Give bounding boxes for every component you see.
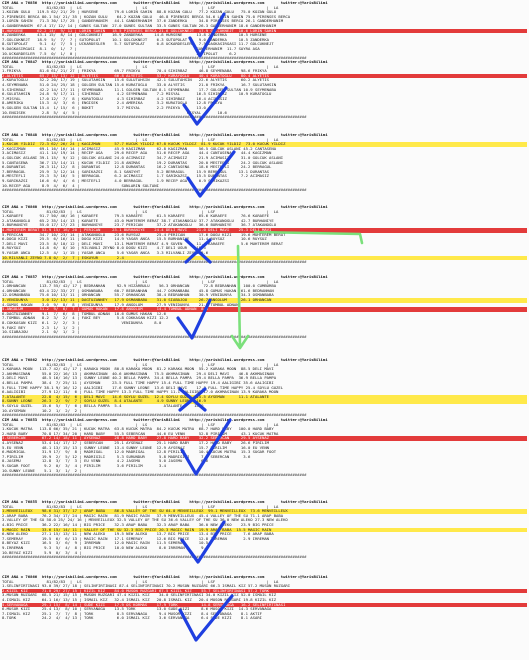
result-row: 4.ISMAIL KIZ 64.1 16/ 13/ 15 | ISMAIL KIZ 32.4 ISMAIL KIZ 20.8 ISMAIL KIZ 20.4 MUSON RUZGARI 19.8 KIZIL KIZ	[2, 597, 277, 602]
result-row: 9.IRREMAN 9.3 5/ 4/ 8 | BIG PRICE 10.0 NEW ALEKO 8.6 IRREMAN 9.6	[2, 545, 209, 550]
result-row-highlighted: 5.HURSENE 62.2 14/ 9/ 11 | LORIN SAHIN 18.5 PIRENSES BERCA 21.6 GOLCUKNEJT 17.9 GOLCUKNEJT 10.6 LORIN SAHIN	[2, 29, 527, 34]
result-row: 12.OSMANBABA 75.6 10/ 13/ 11 | ORHANCAN 55.7 ORHANCAN 38.4 BEDRANHAN 30.9 VENIDUNYA 34.3 OSMANBABA	[2, 293, 274, 298]
result-row: 9.GOLGEN SULTAN 15.4 1/ 15/ 6 | BOKET 3.7 MISYAL 2.2 FRIKYA 13.0	[2, 105, 206, 110]
result-row: 1.SELINFIRTINASI 93.0 39/ 27/ 18 | SELINFIRTINASI 87.4 SELINFIRTINASI 70.2 MUSON RUZGARI 66.3 ISMAIL KIZ 57.2 MUSON RUZGARI	[2, 584, 291, 589]
result-row: 10.SIABAJOU 2.1 0/ 1/ 2 |	[2, 330, 80, 335]
result-row: 6.DOGU KIZI 25.5 6/ 16/ 11 | DOGU KIZI 14.9 YASAR ANCA 15.5 BURHANIYE 11.4 RUYSUZ 10.6 RUYSUZ	[2, 237, 267, 242]
result-row: 3.VALLEY OF THE SU 58.0 25/ 24/ 16 | MENVEILLEUX 32.5 VALLEY OF THE SU 36.6 VALLEY OF THE SU 36.0 NEW ALEKO 27.3 NEW ALEKO	[2, 518, 288, 523]
result-row-highlighted: 8.SUNNY LEONE 26.3 2/ 9/ 7 | SOYLU GUZEL 8.4 ATALANTE 4.9 SUNNY LEONE 16.9	[2, 399, 527, 404]
result-row: 4.GANDERHANIM 67.4 17/ 12/ 14 | GUNES SULTAN 27.0 GUNES SULTAN 33.5 GUNES SULTAN 26.3 GANDERHANIM 18.6 GANDERHANIM	[2, 23, 277, 28]
result-row: 6.MUSOR KIZI 25.4 13/ 8/ 10 | SERVANAGA 13.5 TORK 13.0 SUDE KIZI 8.6 MUSOR KIZI 14.3 SERVANAGA	[2, 607, 272, 612]
result-row: 7.ISMAIL KIZ 25.1 7/ 7/ 8 | TORK 8.5 SERVANAGA 9.4 MUSOR KIZI 8.4 SERVANAGA 8.1 AKTIF	[2, 611, 263, 616]
result-row: 2.HARD BABY 70.8 17/ 34/ 20 | HARD BABY 55.5 SEBERCAN 44.6 EU VENN 52.8 PIRILIM 43.1 KUCUK MATRA	[2, 431, 279, 436]
separator-line: ##################################################################################################################################	[2, 334, 307, 339]
separator-line: ##################################################################################################################################	[2, 56, 307, 61]
result-row-highlighted: 5.MAGIC RAIN 33.6 15/ 14/ 11 | VALLEY OF THE SU 32.3 BIG PRICE 20.3 MAGIC RAIN 19.9 ARAP BABA 15.5 MAGIC RAIN	[2, 528, 527, 533]
result-row: 9.SOYLU GUZEL 15.6 5/ 7/ 6 | BELLA PAMPA 5.4 ATALANTE 14.0	[2, 403, 204, 408]
block-header: CIM ANA = 76856 http://yarisbilimi.wordpress.com twitter:@YarisBilimi http://yarisbilimi.wordpress.com twitter:@YarisBilimi	[2, 1, 328, 5]
result-row: 6.DURANTAS 26.3 11/ 12/ 8 | DURANTAS 12.8 DURANTAS 16.2 CANTASENA 18.6 MESTEFLI 24.2 BERRAGUL	[2, 165, 272, 170]
result-row: 3.KURATOGLU 52.2 20/ 17/ 19 | SULUTAHSIN 15.6 SULUTAHSIN 42.1 SULUTAHSIN 22.6 ALYETIS 60.2 ALYETIS	[2, 78, 270, 83]
result-row: 2.AKHMASINAN 55.0 22/ 16/ 13 | AKHMASINAN 40.6 AKHMASINAN 75.5 AKHMASINAN 29.4 DELI MAVI 46.8 AKHMASINAN	[2, 371, 274, 376]
column-headings: TOTAL 81/82/83 | LS | LS | LSF | LA	[2, 5, 279, 10]
result-row: 8.BEYAZ KIZI 16.5 3/ 6/ 9 | IRREMAN 12.0 MAGIC RAIN 11.5 SEMERAY 10.5	[2, 541, 209, 546]
column-headings: TOTAL 81/82/83 | LS | LS | LSF | LA	[2, 137, 279, 142]
result-row: 1.KUCUK MATRA 113.8 66/ 35/ 21 | KUCUK MATRA 63.8 KUCUK MATRA 84.2 KUCUK MATRA 68.7 HARD BABY 100.0 HARD BABY	[2, 427, 274, 432]
result-row: 10.BEYAZ KIZI 5.9 0/ 3/ 4 |	[2, 550, 82, 555]
result-row: 1.KARAEFE 91.7 50/ 46/ 16 | KARAEFE 79.5 KARAEFE 61.5 KARAEFE 65.6 KARAEFE 76.6 KARAEFE	[2, 214, 270, 219]
result-row: 8.TORK 24.2 4/ 4/ 13 | TORK 6.0 ISMAIL KIZ 3.6 SERVANAGA 6.4 SUDE KIZI 8.1 ASARI	[2, 616, 263, 621]
column-headings: TOTAL 81/82/83 | LS | LS | LSF | LA	[2, 579, 279, 584]
result-row: 7.GOLCUKNEJT 18.9 5/ 7/ 7 | SUTOPOLAT 10.1 GOLCUKNEJT 6.3 SUTOPOLAT 9.0 ZANDERKA 10.5 ZANDERKA	[2, 37, 270, 42]
result-row: 9.YASAR ANCA 12.5 4/ 1/ 15 | YASAR ANCA 5.6 YASAR ANCA 3.3 RILVANLI ZEYNO 5.6	[2, 250, 209, 255]
result-row: 7.BERRAGUL 25.9 3/ 12/ 14 | SARIKAZSI 8.1 SANIYHT 5.2 BERRAGUL 15.9 BERRAGUL 13.1 DURANTAS	[2, 169, 270, 174]
block-header: CIM ANA = 76866 http://yarisbilimi.wordpress.com twitter:@YarisBilimi http://yarisbilimi.wordpress.com twitter:@YarisBilimi	[2, 575, 328, 579]
race-block	[2, 275, 527, 339]
result-row-highlighted: 2.KIZIL KIZ 71.0 29/ 27/ 15 | KIZIL KIZ 84.0 MUSON RUZGARI 67.5 KIZIL KIZ 55.7 SELINFIRTINASI 57.2 TORK	[2, 589, 527, 594]
result-row: 1.FRIKYA 81.6 61/ 21/ 27 | FRIKYA 69.7 FRIKYA 70.4 SIHIRBAZ 46.8 SEYMENABA 98.6 FRIKYA	[2, 69, 267, 74]
result-row: 8.JASEMU 12.8 3/ 7/ 3 | EU VENN 4.2 JASEMU 5.0 JASEMU 6.6	[2, 459, 209, 464]
result-row: 7.MISYAL 17.0 12/ 7/ 8 | KURATOGLU 4.3 SIHIRBAZ 4.2 SIHIRBAZ 16.4 ACIMASIZ	[2, 96, 227, 101]
result-row: 6.SULUTAHSIN 24.8 9/ 17/ 11 | SIHIRBAZ 4.2 SEYMENABA 7.2 MISYAL 16.5 SIHIRBAZ 10.9 KURATOGLU	[2, 92, 272, 97]
block-header: CIM ANA = 76857 http://yarisbilimi.wordpress.com twitter:@YarisBilimi http://yarisbilimi.wordpress.com twitter:@YarisBilimi	[2, 275, 328, 279]
result-row: 6.AALIGIBI 27.9 12/ 11/ 6 | FULL TIME HAPPY 13.3 FULL TIME HAPPY 11.1 AALIGIBI 17.0 AKHMASINAN 13.9 KARAKA MOON	[2, 390, 279, 395]
separator-line: ##################################################################################################################################	[2, 115, 307, 120]
race-block	[2, 60, 527, 120]
race-block	[2, 133, 527, 193]
result-row: 10.UCKARDESLER 7.5 0/ 1/ 0 | ZATIPOLAT 6.2	[2, 51, 237, 56]
result-row: 10.AYSEMAN 10.2 1/ 2/ 2 |	[2, 408, 82, 413]
separator-line: ##################################################################################################################################	[2, 555, 307, 560]
result-row: 5.PERICAN 34.7 10/ 23/ 14 | ATAKANOGLU 23.6 RUYSUZ 25.4 PERICAN 17.6 DOGU KIZI 19.6 MUHTEREM BERAT	[2, 232, 286, 237]
column-headings: TOTAL 81/82/83 | LS | LS | LSF | LA	[2, 504, 279, 509]
result-row: 10.SUNNY LEONE 5.1 3/ 1/ 2 |	[2, 468, 82, 473]
result-row-highlighted: 10.RILVANLI ZEYNO 7.8 0/ 2/ 7 | ESKUYUR 2.4	[2, 256, 527, 261]
block-header: CIM ANA = 76848 http://yarisbilimi.wordpress.com twitter:@YarisBilimi http://yarisbilimi.wordpress.com twitter:@YarisBilimi	[2, 133, 328, 137]
result-row: 4.AYSENAZ 53.4 14/ 17/ 17 | SEBERCAN 25.1 AYSENAZ 25.1 HARD BABY 17.2 HARD BABY 26.6 PIRILIM	[2, 440, 270, 445]
separator-line: ##################################################################################################################################	[2, 473, 307, 478]
result-row: 10.RECEP AGA 8.9 4/ 6/ 4 | SUNLARIN SULTANI	[2, 183, 159, 188]
result-row: 9.SUGAR FOOT 9.2 0/ 3/ 4 | PIRILIM 3.6 PIRILIM 3.4	[2, 463, 166, 468]
race-block	[2, 1, 527, 61]
result-row: 8.COKKASAN KIZI 6.1 2/ 2/ 3 | VENIDUNYA 8.0	[2, 320, 162, 325]
separator-line: ##################################################################################################################################	[2, 260, 307, 265]
result-row: 2.KAGIZMAN 69.1 16/ 16/ 14 | ACIMASIZ 45.9 KAGIZMAN 62.8 KAGIZMAN 56.5 GOLCUK ASLANI 45.2 CANTASENA	[2, 146, 277, 151]
result-row: 6.ZANDERKA 43.1 15/ 8/ 14 | GOLCUKNEJT 16.9 ZANDERKA 14.8 HURSENE 13.8 ZANDERKA 10.5 HURSENE	[2, 33, 267, 38]
column-headings: TOTAL 81/82/83 | LS | LS | LSF | LA	[2, 64, 279, 69]
result-row: 8.SUTOPOLAT 9.1 4/ 7/ 5 | UCKARDESLER 5.7 SUTOPOLAT 0.8 UCKARDESLER 7.5 DAGKASIRGASI 11.7 GOLCUKNEJT	[2, 42, 274, 47]
result-row: 4.GUMUS HAKAN 3.0 9/ 8/ 8 | VENIDUNYA 17.9 ANGOLUM 27.9 VENIDUNYA 21.5 TOMBUL ADNAN	[2, 302, 239, 307]
result-row: 7.SEMERAY 19.5 6/ 6/ 13 | MAGIC RAIN 17.1 SEMERAY 12.6 BIG PRICE 12.8 IRREMAN 2.9 IRREMAN	[2, 536, 270, 541]
result-row: 7.DELI MAVI 23.5 8/ 10/ 12 | DELI MAVI 13.1 MUHTEREM BERAT 4.9 SUVEN 11.4 KARAEFE 5.6 MUHTEREM BERAT	[2, 241, 284, 246]
result-row: 6.DAGTUZANNEY 9.1 7/ 6/ 8 | TOMBUL ADNAN 10.6 GUMUS HAKAN 12.6	[2, 311, 166, 316]
result-row: 8.AMERIKA 15.3 4/ 3/ 6 | ENGISEK 2.4 AMERIKA 3.2 KURATOGLU 12.8 FRIKYA	[2, 101, 223, 106]
result-row-highlighted: 5.SERVANAGA 29.1 15/ 8/ 14 | SUDE KIZI 17.9 OS KORMAS 17.9 TORK 14.8 SERVANAGA 16.2 SELINFIRTINASI	[2, 603, 527, 608]
column-headings: TOTAL 81/82/83 | LS | LS | LSF | LA	[2, 279, 279, 284]
result-row: 6.NEW ALEKO 27.1 15/ 13/ 11 | NEW ALEKO 19.5 NEW ALEKO 13.7 BIG PRICE 13.4 BIG PRICE 7.6 ARAP BABA	[2, 532, 274, 537]
result-row-highlighted: 3.SEBERCAN 67.2 14/ 18/ 11 | AYSENAZ 28.8 HARD BABY 27.8 HARD BABY 32.2 SEBERCAN 29.5 AYSENAZ	[2, 436, 527, 441]
result-row: 10.ENGISEK 2.8 5/ 4/ 5 | MISYAL 10.6	[2, 110, 227, 115]
block-header: CIM ANA = 76847 http://yarisbilimi.wordpress.com twitter:@YarisBilimi http://yarisbilimi.wordpress.com twitter:@YarisBilimi	[2, 60, 328, 64]
result-row: 1.KOZAN GULU 119.5 62/ 21/ 29 | HURSENE 79.6 LORIN SAHIN 88.8 KOZAN GULU 77.2 KOZAN GULU 75.0 KOZAN GULU	[2, 10, 277, 15]
race-block	[2, 205, 527, 265]
result-row: 4.SEYMENABA 51.0 24/ 25/ 18 | GOLGEN SULTAN 15.6 KURATOGLU 33.0 ALYETIS 21.0 FRIKYA 16.7 SULUTAHSIN	[2, 82, 277, 87]
result-row-highlighted: 2.ALYETIS 65.7 15/ 13/ 12 | ALYETIS 66.8 ALYETIS 53.7 KURAYOGLU 40.4 KURATOGLU 80.4 ALYETIS	[2, 74, 527, 79]
result-row: 3.BURHANIYE 55.0 17/ 17/ 23 | BURHANIYE 23.7 PERICAN 37.2 ATAKANOGLU 36.6 BURHANIYE 36.7 ATAKANOGLU	[2, 223, 277, 228]
result-row: 6.MADRIGAL 31.9 17/ 9/ 8 | MADRIGAL 12.0 MADRIGAL 12.8 PIRILIM 10.4 KUCUK MATRA 15.3 SUGAR FOOT	[2, 450, 277, 455]
result-row-highlighted: 1.MENVEILLEUX 98.6 31/ 37/ 17 | ARAP BABA 86.8 VALLEY OF THE SU 64.0 MENVEILLEUX 99.1 MENVEILLEUX 73.6 MENVEILLEUX	[2, 509, 527, 514]
race-block	[2, 500, 527, 560]
block-header: CIM ANA = 76855 http://yarisbilimi.wordpress.com twitter:@YarisBilimi http://yarisbilimi.wordpress.com twitter:@YarisBilimi	[2, 500, 328, 504]
result-row: 5.EU VENN 48.1 13/ 15/ 13 | SUNNY LEONE 13.4 SUNNY LEONE 12.9 AYSENAZ 15.7 PIRILIM 16.0 EU VENN	[2, 445, 270, 450]
column-headings: TOTAL 81/82/83 | LS | LS | LSF | LA	[2, 422, 279, 427]
result-row: 3.DELI MAVI 48.5 16/ 16/ 13 | SUNNY LEONE 40.2 BELLA PAMPA 34.4 BELLA PAMPA 29.4 BELLA PAMPA 36.9 BELLA PAMPA	[2, 376, 277, 381]
result-row: 9.SARIKAZSI 16.6 6/ 4/ 6 | MESTEFLI 4.0 BERRAGUL 1.9 RECEP AGA 0.9 SARIKAZSI	[2, 178, 230, 183]
result-row: 4.GOLCUK ASLANI 39.1 15/ 9/ 12 | GOLCUK ASLANI 24.0 ACIMASIZ 34.7 ACIMASIZ 21.9 ACIMASIZ 31.0 GOLCUK ASLANI	[2, 155, 284, 160]
result-row: 5.SIHIRBAZ 42.2 14/ 17/ 11 | SEYMENABA 11.1 GOLGEN SULTAN 8.1 SEYMENABA 17.7 GOLGEN SULTAN 10.9 SEYMENABA	[2, 87, 277, 92]
result-row: 8.MESTEFLI 25.3 5/ 16/ 5 | BERRAGUL 6.2 ACIMASIZ 1.7 SARIKAZSI 15.5 DURANTAS 7.2 ACIMASIZ	[2, 174, 270, 179]
separator-line: ##################################################################################################################################	[2, 413, 307, 418]
result-row: 3.MUSON RUZGARI 68.5 21/ 15/ 15 | MUSON RUZGARI 47.4 KIZIL KIZ 34.0 SELINFIRTINASI 34.0 KIZIL KIZ 52.0 ISMAIL KIZ	[2, 593, 277, 598]
result-row: 1.ORHANCAN 113.7 55/ 42/ 17 | BEDRANHAN 92.9 HIZARBULU 56.3 ORHANCAN 72.8 BEDRANHAN 100.0 CUMBURBA	[2, 284, 277, 289]
result-row: 4.BIG PRICE 36.2 22/ 16/ 14 | BIG PRICE 32.3 ARAP BABA 32.3 ARAP BABA 36.0 NEW ALEKO 23.9 BIG PRICE	[2, 522, 274, 527]
result-row: 4.BELLA PAMPA 38.4 7/ 25/ 11 | AYSEMAN 23.5 FULL TIME HAPPY 15.4 FULL TIME HAPPY 19.4 AALIGIBI 35.6 AALIGIBI	[2, 380, 274, 385]
result-row: 1.KARAKA MOON 113.7 42/ 42/ 17 | KARAKA MOON 80.8 KARAKA MOON 81.2 KARAKA MOON 55.2 KARAKA MOON 88.5 DELI MAVI	[2, 367, 274, 372]
result-row-highlighted: 4.MUHTEREM BERAT 53.9 15/ 16/ 20 | PERICAN 23.1 BURHANIYE 24.4 DELI MAVI 21.0 DELI MAVI 25.3 DELI MAVI	[2, 228, 527, 233]
result-row: 4.ORHANCAN 63.4 22/ 33/ 27 | OSMANBABA 60.7 BEDRANHAN 44.7 OSMANBABA 45.8 GUMUS HAKAN 61.6 BEDRANHAN	[2, 288, 274, 293]
race-block	[2, 418, 527, 478]
result-row: 8.RUYSUZ 14.8 6/ 8/ 10 | RILVANLI ZEYNO 8.0 DOGU KIZI 4.7 DELI UGUR 15.5	[2, 246, 206, 251]
result-row-highlighted: 7.ATALANTE 22.8 4/ 15/ 6 | DELI MAVI 14.6 SOYLU GUZEL 12.4 SOYLU GUZEL 15.5 AYSEMAN 11.1 ATALANTE	[2, 395, 527, 400]
race-block	[2, 575, 527, 621]
block-header: CIM ANA = 76862 http://yarisbilimi.wordpress.com twitter:@YarisBilimi http://yarisbilimi.wordpress.com twitter:@YarisBilimi	[2, 358, 328, 362]
column-headings: TOTAL 81/82/83 | LS | LS | LSF | LA	[2, 362, 279, 367]
result-row: 3.ACIMASIZ 41.1 14/ 19/ 14 | RECEP AGA 29.6 RECEP AGA 51.6 RECEP AGA 44.4 CANTASENA 44.4 KAGIZMAN	[2, 151, 272, 156]
result-row: 3.LORIN SAHIN 71.3 30/ 17/ 25 | GANDERHANIM 44.1 GANDERHANIM 37.6 ZANDERKA 34.8 PIRENSES BERCA 26.1 GANDERHANIM	[2, 19, 284, 24]
result-row: 7.PIRILIM 19.9 2/ 5/ 12 | MADRIGILI 5.3 SURUNDUR 5.8 MADRIGILI 7.6 SEBERCAN 3.6	[2, 454, 251, 459]
block-header: CIM ANA = 76860 http://yarisbilimi.wordpress.com twitter:@YarisBilimi http://yarisbilimi.wordpress.com twitter:@YarisBilimi	[2, 205, 328, 209]
result-row: 2.PIRENSES BERCA 80.1 54/ 21/ 35 | KOZAN GULU 64.2 KOZAN GULU 46.8 PIRENSES BERCA 54.6 LORIN SAHIN 75.0 PIRENSES BERCA	[2, 14, 291, 19]
result-row: 5.FULL TIME HAPPY 38.1 9/ 16/ 12 | AALIGIBI 17.6 SUNNY LEONE 13.6 DELI MAVI 17.8 FULL TIME HAPPY 25.4 SOYLU GUZEL	[2, 385, 284, 390]
result-row: 5.CANTASENA 36.7 13/ 14/ 11 | KUCUK YILDIZ 21.8 ANIMAS 19.2 DURANTAS 20.0 MESTEFLI 24.2 GOLCUK ASLANI	[2, 160, 284, 165]
separator-line: ##################################################################################################################################	[2, 188, 307, 193]
result-row: 7.TOMBUL ADNAN 8.2 3/ 2/ 4 | FAKI BEY 5.8 COKKASAN KIZI 12.2	[2, 316, 169, 321]
result-row-highlighted: 1.KUCUK YILDIZ 72.3 62/ 26/ 24 | KAGIZMAN 57.7 KUCUK YILDIZ 67.8 KUCUK YILDIZ 81.9 KUCUK YILDIZ 73.0 KUCUK YILDIZ	[2, 142, 527, 147]
result-row: 2.ATAKANOGLU 65.2 35/ 14/ 13 | KARAETE 43.0 MUHTEREM BERAT 38.7 ATAKANOGLU 37.7 ATAKANOGLU 42.7 BURHANIYE	[2, 218, 274, 223]
block-header: CIM ANA = 76853 http://yarisbilimi.wordpress.com twitter:@YarisBilimi http://yarisbilimi.wordpress.com twitter:@YarisBilimi	[2, 418, 328, 422]
result-row-highlighted: 5.ANGOLUM 51.2 9/ 6/ 7 | GUMUS HAKAN 17.6 ANGOLUM 14.4 TOMBUL ADNAN 8.6	[2, 307, 527, 312]
result-row-highlighted: 3.VENIDUNYA 3.0 12/ 13/ 11 | DAGTUZANNEY 17.9 OSMANBABA 31.0 SIABAJOU 26.7 ANGOLUM 26.1 ORHANCAN	[2, 298, 527, 303]
column-headings: TOTAL 81/82/83 | LS | LS | LSF | LA	[2, 209, 279, 214]
result-row: 9.FAKI BEY 2.3 1/ 1/ 2 |	[2, 325, 80, 330]
race-block	[2, 358, 527, 418]
result-row: 2.ARAP BABA 76.2 34/ 17/ 24 | MAGIC RAIN 81.9 MAGIC RAIN 37.9 MENVEILLEUX 45.4 VALLEY OF THE SU 71.1 ARAP BABA	[2, 513, 284, 518]
result-row: 9.DAGKASIRGASI 8.1 0/ 1/ 7 | GANDERHANIM 11.7 SAYRA AGA	[2, 46, 260, 51]
